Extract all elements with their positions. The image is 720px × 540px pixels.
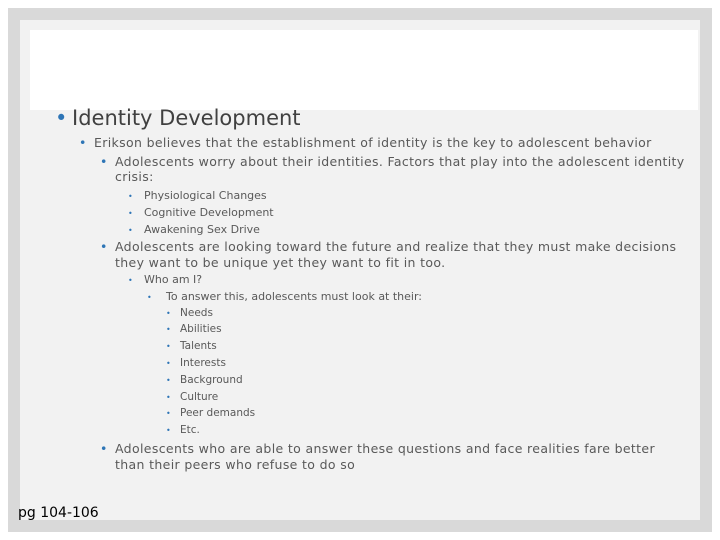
list-item bbox=[100, 443, 655, 456]
item-text: Adolescents who are able to answer these questions and face realities fare better bbox=[115, 441, 655, 456]
list-item bbox=[166, 358, 226, 369]
bullet-icon: • bbox=[166, 409, 171, 418]
bullet-icon: • bbox=[128, 276, 133, 285]
list-item bbox=[166, 375, 243, 386]
bullet-icon: • bbox=[166, 325, 171, 334]
bullet-icon: • bbox=[166, 359, 171, 368]
bullet-icon: • bbox=[100, 154, 108, 169]
list-item bbox=[100, 156, 685, 169]
item-text-continuation: than their peers who refuse to do so bbox=[115, 457, 356, 472]
slide-title: Identity Development bbox=[72, 106, 301, 130]
list-item bbox=[147, 291, 422, 302]
bullet-icon: • bbox=[166, 393, 171, 402]
list-item bbox=[128, 274, 202, 285]
bullet-icon: • bbox=[166, 376, 171, 385]
page-reference: pg 104-106 bbox=[18, 505, 99, 521]
item-text: Needs bbox=[180, 307, 213, 319]
item-text: Erikson believes that the establishment of identity is the key to adolescent behavior bbox=[94, 135, 652, 150]
list-item bbox=[166, 392, 218, 403]
item-text-continuation: crisis: bbox=[115, 169, 154, 184]
item-text: Culture bbox=[180, 391, 219, 403]
list-item bbox=[79, 137, 652, 150]
list-item bbox=[166, 308, 213, 319]
list-item bbox=[166, 324, 222, 335]
list-item bbox=[166, 341, 217, 352]
list-item bbox=[166, 408, 255, 419]
item-text: Adolescents worry about their identities. Factors that play into the adolescent identity bbox=[115, 154, 685, 169]
bullet-icon: • bbox=[79, 135, 87, 150]
item-text: Abilities bbox=[180, 323, 222, 335]
bullet-icon: • bbox=[100, 441, 108, 456]
list-item bbox=[128, 190, 267, 201]
list-item bbox=[166, 425, 200, 436]
title-row bbox=[55, 108, 301, 129]
item-text: Awakening Sex Drive bbox=[144, 223, 260, 236]
item-text: Talents bbox=[180, 340, 217, 352]
list-item bbox=[100, 241, 676, 254]
item-text: Cognitive Development bbox=[144, 206, 274, 219]
bullet-icon: • bbox=[55, 106, 68, 130]
bullet-icon: • bbox=[166, 342, 171, 351]
list-item bbox=[128, 224, 260, 235]
item-text: Adolescents are looking toward the future and realize that they must make decisions bbox=[115, 239, 677, 254]
title-box bbox=[30, 30, 698, 110]
item-text: Who am I? bbox=[144, 273, 203, 286]
bullet-icon: • bbox=[128, 192, 133, 201]
bullet-icon: • bbox=[100, 239, 108, 254]
list-item bbox=[128, 207, 274, 218]
bullet-icon: • bbox=[147, 293, 152, 302]
item-text: Etc. bbox=[180, 424, 200, 436]
item-text: To answer this, adolescents must look at their: bbox=[166, 290, 423, 303]
item-text: Interests bbox=[180, 357, 226, 369]
item-text-continuation: they want to be unique yet they want to fit in too. bbox=[115, 255, 446, 270]
bullet-icon: • bbox=[128, 226, 133, 235]
bullet-icon: • bbox=[166, 309, 171, 318]
bullet-icon: • bbox=[128, 209, 133, 218]
item-text: Background bbox=[180, 374, 243, 386]
item-text: Peer demands bbox=[180, 407, 256, 419]
bullet-icon: • bbox=[166, 426, 171, 435]
item-text: Physiological Changes bbox=[144, 189, 267, 202]
